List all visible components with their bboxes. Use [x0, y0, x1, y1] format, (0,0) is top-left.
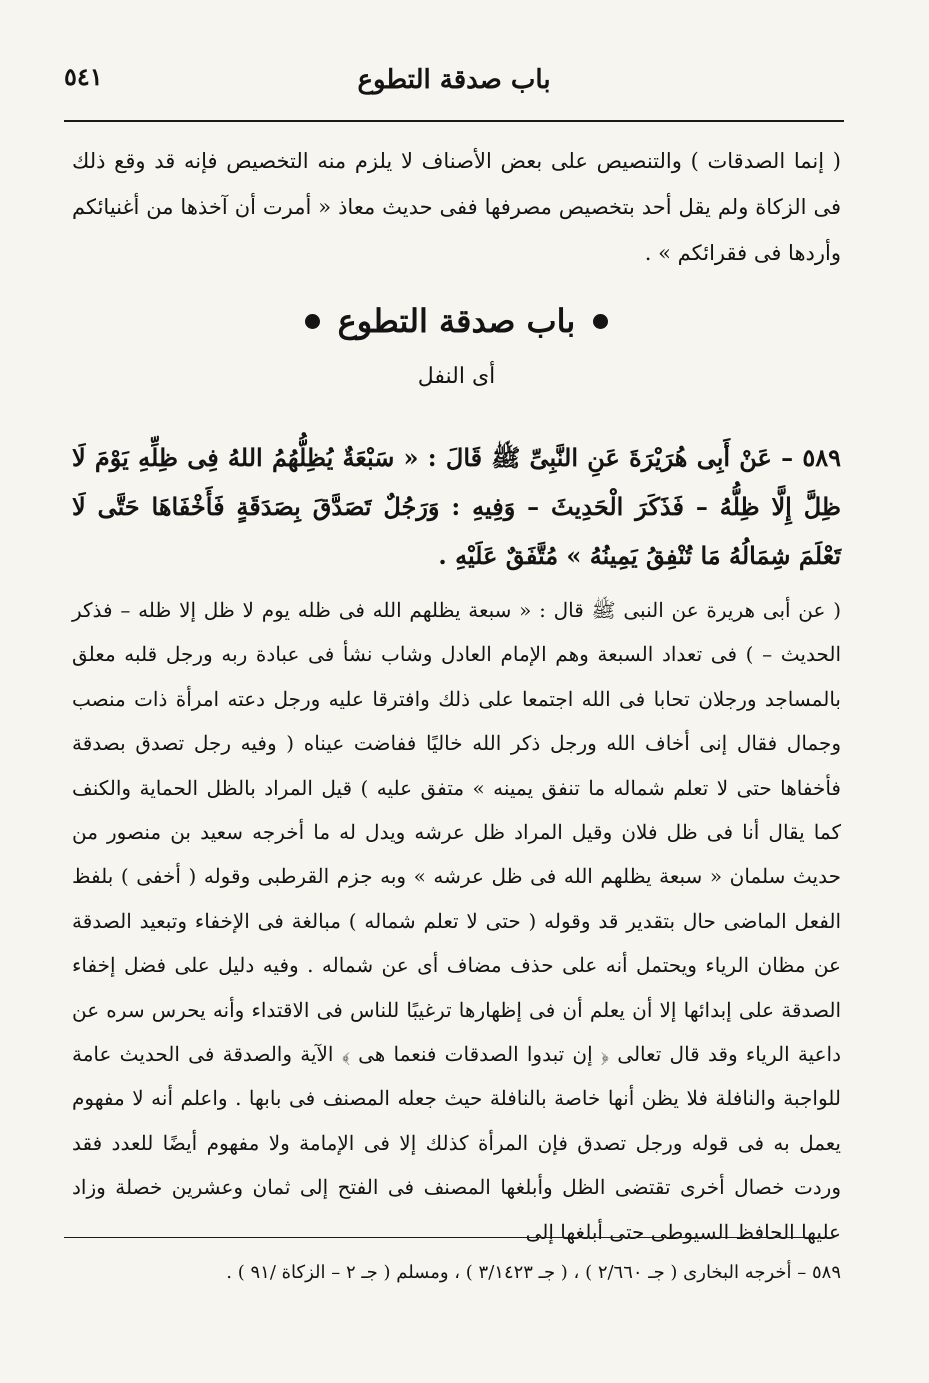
chapter-subtitle: أى النفل — [417, 364, 496, 389]
header-rule — [64, 120, 844, 122]
page-number: ٥٤١ — [64, 62, 103, 91]
chapter-title: باب صدقة التطوع — [337, 302, 576, 340]
intro-paragraph — [72, 138, 841, 276]
running-title: باب صدقة التطوع — [357, 65, 551, 95]
commentary-block — [72, 588, 841, 1254]
footnote-rule — [64, 1237, 833, 1238]
commentary-text: ( عن أبى هريرة عن النبى ﷺ قال : « سبعة يظلهم الله فى ظله يوم لا ظل إلا ظله – فذكر الحديث – ) فى تعداد السبعة وهم الإمام العادل وشاب نشأ فى عبادة ربه ورجل قلبه معلق بالمساجد ورجلان تحابا فى الله اجتمعا على ذلك وافترقا عليه ورجل دعته امرأة ذات منصب وجمال فقال إنى أخاف الله ورجل ذكر الله خاليًا ففاضت عيناه ( وفيه رجل تصدق بصدقة فأخفاها حتى لا تعلم شماله ما تنفق يمينه » متفق عليه ) قيل المراد بالظل الحماية والكنف كما يقال أنا فى ظل فلان وقيل المراد ظل عرشه ويدل له ما أخرجه سعيد بن منصور من حديث سلمان « سبعة يظلهم الله فى ظل عرشه » وبه جزم القرطبى وقوله ( أخفى ) بلفظ الفعل الماضى حال بتقدير قد وقوله ( حتى لا تعلم شماله ) مبالغة فى الإخفاء وتبعيد الصدقة عن مظان الرياء ويحتمل أنه على حذف مضاف أى عن شماله . وفيه دليل على فضل إخفاء الصدقة على إبدائها إلا أن يعلم أن فى إظهارها ترغيبًا للناس فى الاقتداء وأنه يحرس سره عن داعية الرياء وقد قال تعالى ﴿ إن تبدوا الصدقات فنعما هى ﴾ الآية والصدقة فى الحديث عامة للواجبة والنافلة فلا يظن أنها خاصة بالنافلة حيث جعله المصنف فى بابها . واعلم أنه لا مفهوم يعمل به فى قوله ورجل تصدق فإن المرأة كذلك إلا فى الإمامة ولا مفهوم أيضًا للعدد فقد وردت خصال أخرى تقتضى الظل وأبلغها المصنف فى الفتح إلى ثمان وعشرين خصلة وزاد عليها الحافظ السيوطى حتى أبلغها إلى — [72, 598, 842, 1244]
footnote: ٥٨٩ – أخرجه البخارى ( جـ ٢/٦٦٠ ) ، ( جـ ٣/١٤٢٣ ) ، ومسلم ( جـ ٢ – الزكاة /٩١ ) . — [226, 1262, 841, 1283]
hadith-text: ٥٨٩ – عَنْ أَبِى هُرَيْرَةَ عَنِ النَّبِىِّ ﷺ قَالَ : « سَبْعَةٌ يُظِلُّهُمُ اللهُ فِى ظِلِّهِ يَوْمَ لَا ظِلَّ إِلَّا ظِلُّهُ – فَذَكَرَ الْحَدِيثَ – وَفِيهِ : وَرَجُلٌ تَصَدَّقَ بِصَدَقَةٍ فَأَخْفَاهَا حَتَّى لَا تَعْلَمَ شِمَالُهُ مَا تُنْفِقُ يَمِينُهُ » مُتَّفَقٌ عَلَيْهِ . — [72, 443, 841, 570]
bullet-icon — [305, 314, 320, 329]
bullet-icon — [593, 314, 608, 329]
chapter-heading — [72, 296, 841, 346]
running-header — [64, 58, 844, 102]
intro-text: ( إنما الصدقات ) والتنصيص على بعض الأصناف لا يلزم منه التخصيص فإنه قد وقع ذلك فى الزكاة ولم يقل أحد بتخصيص مصرفها ففى حديث معاذ « أمرت أن آخذها من أغنيائكم وأردها فى فقرائكم » . — [72, 149, 841, 265]
hadith-text-block — [72, 433, 841, 580]
